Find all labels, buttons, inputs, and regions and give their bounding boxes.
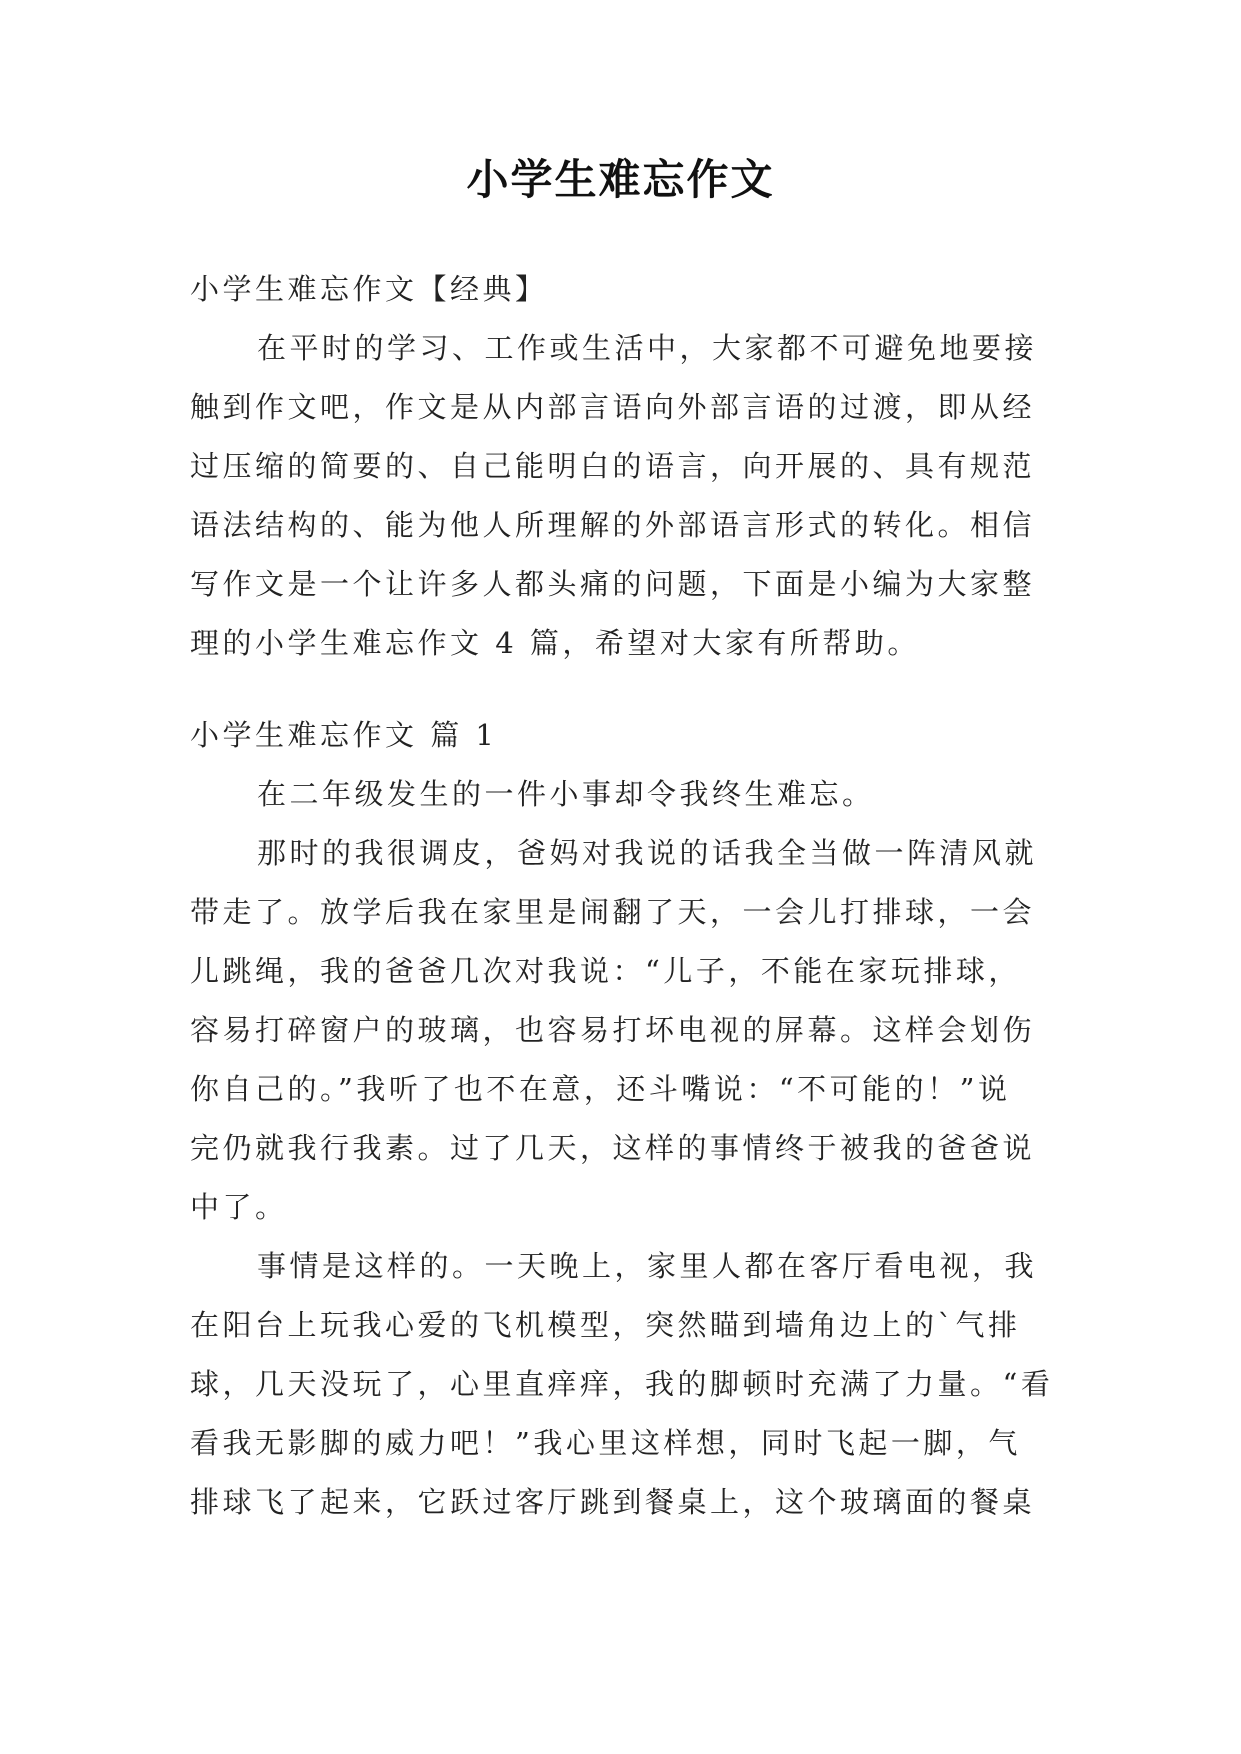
story-paragraph [190, 1237, 1052, 1532]
intro-line: 理的小学生难忘作文 4 篇，希望对大家有所帮助。 [190, 626, 920, 660]
document-body [190, 260, 1052, 1532]
story-line: 你自己的。”我听了也不在意，还斗嘴说：“不可能的！”说 [190, 1072, 1011, 1106]
intro-line: 写作文是一个让许多人都头痛的问题，下面是小编为大家整 [190, 567, 1036, 601]
intro-line: 语法结构的、能为他人所理解的外部语言形式的转化。相信 [190, 508, 1036, 542]
story-line: 中了。 [190, 1190, 288, 1224]
story-line: 在二年级发生的一件小事却令我终生难忘。 [257, 777, 875, 811]
section-heading: 小学生难忘作文 篇 1 [190, 718, 498, 752]
paragraph-gap [190, 673, 1052, 706]
story-paragraph [190, 824, 1052, 1237]
story-line: 在阳台上玩我心爱的飞机模型，突然瞄到墙角边上的`气排 [190, 1308, 1021, 1342]
story-line: 看我无影脚的威力吧！”我心里这样想，同时飞起一脚，气 [190, 1426, 1021, 1460]
intro-line: 触到作文吧，作文是从内部言语向外部言语的过渡，即从经 [190, 390, 1036, 424]
intro-line: 在平时的学习、工作或生活中，大家都不可避免地要接 [257, 331, 1038, 365]
story-line: 带走了。放学后我在家里是闹翻了天，一会儿打排球，一会 [190, 895, 1036, 929]
story-line: 那时的我很调皮，爸妈对我说的话我全当做一阵清风就 [257, 836, 1038, 870]
story-line: 排球飞了起来，它跃过客厅跳到餐桌上，这个玻璃面的餐桌 [190, 1485, 1036, 1519]
story-line: 容易打碎窗户的玻璃，也容易打坏电视的屏幕。这样会划伤 [190, 1013, 1036, 1047]
intro-paragraph [190, 319, 1052, 673]
document-subtitle: 小学生难忘作文【经典】 [190, 272, 548, 306]
document-title: 小学生难忘作文 [466, 155, 775, 204]
story-line: 事情是这样的。一天晚上，家里人都在客厅看电视，我 [257, 1249, 1038, 1283]
story-line: 球，几天没玩了，心里直痒痒，我的脚顿时充满了力量。“看 [190, 1367, 1054, 1401]
story-paragraph [190, 765, 1052, 824]
intro-line: 过压缩的简要的、自己能明白的语言，向开展的、具有规范 [190, 449, 1036, 483]
story-line: 儿跳绳，我的爸爸几次对我说：“儿子，不能在家玩排球， [190, 954, 1021, 988]
story-line: 完仍就我行我素。过了几天，这样的事情终于被我的爸爸说 [190, 1131, 1036, 1165]
